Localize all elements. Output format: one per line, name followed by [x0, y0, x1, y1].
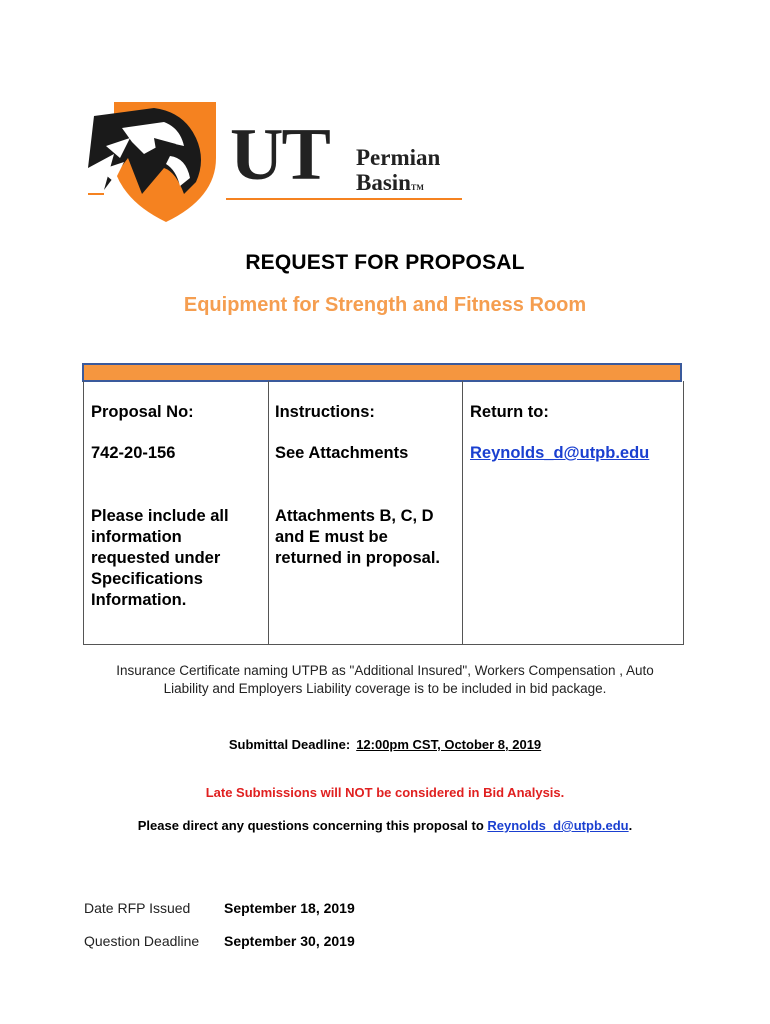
contact-end: .	[628, 818, 633, 833]
deadline-label: Submittal Deadline:	[228, 737, 351, 752]
late-submission-notice: Late Submissions will NOT be considered in Bid Analysis.	[205, 785, 565, 800]
logo-lead-line	[88, 193, 104, 195]
note-line: information	[91, 528, 182, 546]
note-line: Please include all	[91, 507, 229, 525]
note-line: requested under	[91, 549, 221, 567]
proposal-no-header: Proposal No:	[91, 403, 194, 421]
falcon-shield-icon	[84, 98, 224, 226]
document-title: REQUEST FOR PROPOSAL	[245, 251, 525, 274]
date-value: September 30, 2019	[224, 933, 355, 949]
date-label: Question Deadline	[84, 933, 200, 949]
date-value: September 18, 2019	[224, 900, 355, 916]
instructions-value: See Attachments	[275, 444, 409, 462]
attachments-note	[275, 506, 460, 569]
note-line: returned in proposal.	[275, 549, 441, 567]
note-line: and E must be	[275, 528, 388, 546]
document-subtitle: Equipment for Strength and Fitness Room	[183, 294, 587, 316]
orange-header-bar	[82, 363, 682, 382]
note-line: Information.	[91, 591, 187, 609]
date-rfp-issued-row	[84, 900, 355, 916]
date-label: Date RFP Issued	[84, 900, 191, 916]
insurance-line: Liability and Employers Liability coverage is to be included in bid package.	[163, 681, 607, 696]
insurance-paragraph	[0, 662, 770, 698]
deadline-value: 12:00pm CST, October 8, 2019	[356, 737, 542, 752]
return-email-link[interactable]: Reynolds_d@utpb.edu	[470, 444, 650, 462]
logo-wordmark: UT	[230, 114, 329, 196]
column-divider	[462, 381, 463, 644]
questions-contact	[0, 818, 770, 833]
insurance-line: Insurance Certificate naming UTPB as "Additional Insured", Workers Compensation , Auto	[116, 663, 654, 678]
instructions-header: Instructions:	[275, 403, 375, 421]
submittal-deadline	[0, 737, 770, 752]
note-line: Specifications	[91, 570, 203, 588]
logo-underline	[226, 198, 462, 200]
logo-line-basin: BasinTM	[356, 170, 424, 195]
contact-text: Please direct any questions concerning this proposal to	[137, 818, 488, 833]
proposal-note	[91, 506, 261, 611]
column-divider	[268, 381, 269, 644]
logo-line-permian: Permian	[356, 145, 441, 170]
return-to-header: Return to:	[470, 403, 549, 421]
trademark-mark: TM	[410, 183, 424, 192]
question-deadline-row	[84, 933, 355, 949]
proposal-no-value: 742-20-156	[91, 444, 176, 462]
note-line: Attachments B, C, D	[275, 507, 434, 525]
utpb-logo	[84, 98, 468, 226]
contact-email-link[interactable]: Reynolds_d@utpb.edu	[487, 818, 629, 833]
proposal-info-table	[83, 381, 684, 645]
